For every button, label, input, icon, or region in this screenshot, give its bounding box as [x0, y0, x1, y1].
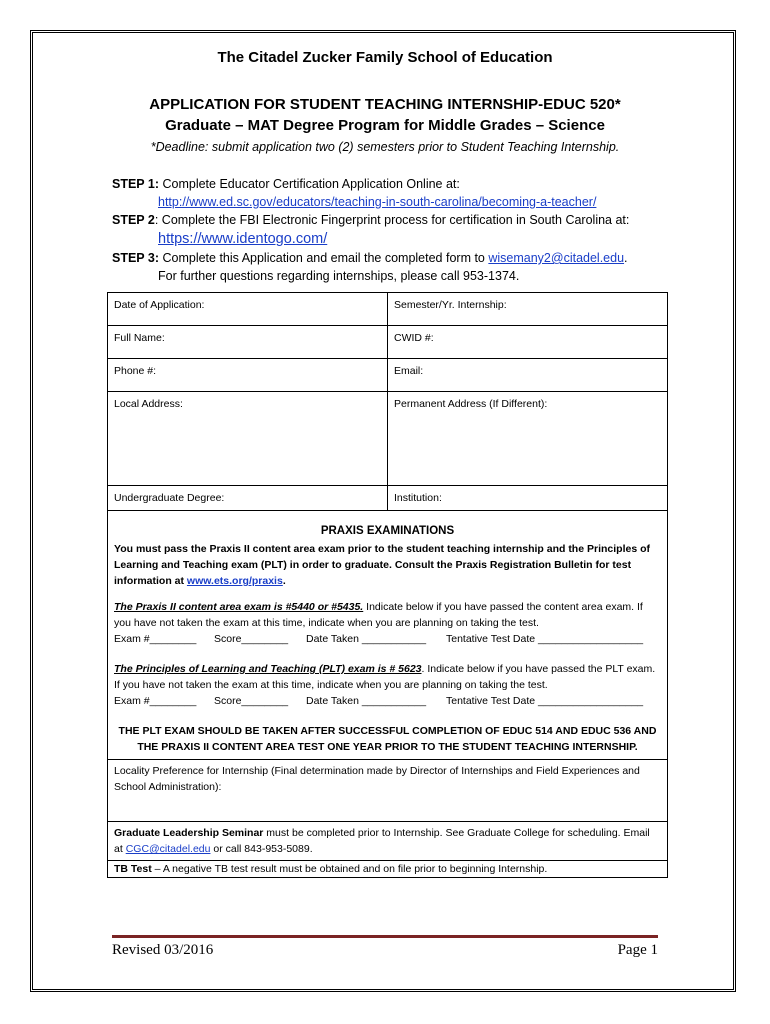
application-form-table: [107, 292, 668, 878]
tb-test-row: [108, 861, 668, 878]
locality-preference-label: Locality Preference for Internship (Final determination made by Director of Internships and Field Experiences and School Administration):: [114, 765, 640, 793]
footer-rule: [112, 935, 658, 938]
step-2-link[interactable]: https://www.identogo.com/: [158, 231, 328, 247]
content-exam-title: The Praxis II content area exam is #5440 or #5435.: [114, 601, 364, 613]
praxis-link[interactable]: www.ets.org/praxis: [186, 575, 283, 587]
institution-label: Institution:: [394, 492, 442, 504]
local-address-label: Local Address:: [114, 398, 183, 410]
step-3-text: Complete this Application and email the completed form to: [159, 251, 489, 265]
tb-test-text: – A negative TB test result must be obtained and on file prior to beginning Internship.: [151, 863, 548, 875]
plt-score-field[interactable]: Score________: [214, 695, 289, 707]
praxis-intro-period: .: [282, 575, 286, 587]
plt-exam-block: [114, 661, 661, 693]
graduate-seminar-row: [108, 822, 668, 861]
step-2-label: STEP 2: [112, 213, 155, 227]
cwid-field[interactable]: [388, 326, 668, 359]
cwid-label: CWID #:: [394, 332, 434, 344]
cgc-email-link[interactable]: CGC@citadel.edu: [125, 843, 211, 855]
graduate-seminar-label: Graduate Leadership Seminar: [114, 827, 264, 839]
date-of-application-label: Date of Application:: [114, 299, 205, 311]
content-exam-text: Indicate below if you have passed the content area exam. If you have not taken the exam at this time, indicate when you are planning on taking the test.: [114, 601, 643, 629]
step-3-line2: For further questions regarding internships, please call 953-1374.: [158, 269, 520, 283]
step-1: [112, 175, 629, 193]
step-3-period: .: [624, 251, 628, 265]
step-1-label: STEP 1:: [112, 177, 160, 191]
content-tentative-date-field[interactable]: Tentative Test Date __________________: [446, 633, 644, 645]
plt-warning: THE PLT EXAM SHOULD BE TAKEN AFTER SUCCESSFUL COMPLETION OF EDUC 514 AND EDUC 536 AND THE PRAXIS II CONTENT AREA TEST ONE YEAR PRIOR TO THE STUDENT TEACHING INTERNSHIP.: [118, 725, 657, 753]
email-label: Email:: [394, 365, 424, 377]
revised-date: Revised 03/2016: [112, 942, 214, 958]
permanent-address-label: Permanent Address (If Different):: [394, 398, 548, 410]
permanent-address-field[interactable]: [388, 392, 668, 486]
deadline-note: *Deadline: submit application two (2) semesters prior to Student Teaching Internship.: [150, 140, 620, 154]
school-name: The Citadel Zucker Family School of Education: [217, 49, 553, 66]
phone-label: Phone #:: [114, 365, 157, 377]
semester-internship-label: Semester/Yr. Internship:: [394, 299, 507, 311]
content-exam-block: [114, 599, 661, 631]
graduate-seminar-phone: or call 843-953-5089.: [210, 843, 313, 855]
step-2: [112, 211, 629, 229]
step-3-label: STEP 3:: [112, 251, 160, 265]
step-3: [112, 249, 629, 267]
email-field[interactable]: [388, 359, 668, 392]
plt-exam-number-field[interactable]: Exam #________: [114, 695, 197, 707]
step-1-text: Complete Educator Certification Application Online at:: [159, 177, 460, 191]
phone-field[interactable]: [108, 359, 388, 392]
praxis-intro: [114, 541, 661, 589]
undergraduate-degree-field[interactable]: [108, 486, 388, 511]
plt-exam-title: The Principles of Learning and Teaching (PLT) exam is # 5623: [114, 663, 422, 675]
date-of-application-field[interactable]: [108, 293, 388, 326]
plt-date-taken-field[interactable]: Date Taken ___________: [306, 695, 427, 707]
semester-internship-field[interactable]: [388, 293, 668, 326]
steps-section: [112, 175, 629, 285]
plt-tentative-date-field[interactable]: Tentative Test Date __________________: [446, 695, 644, 707]
praxis-heading: PRAXIS EXAMINATIONS: [320, 525, 455, 537]
application-title: APPLICATION FOR STUDENT TEACHING INTERNSHIP-EDUC 520*: [149, 96, 621, 113]
step-3-email-link[interactable]: wisemany2@citadel.edu: [488, 251, 625, 265]
content-exam-fields: [114, 631, 661, 647]
institution-field[interactable]: [388, 486, 668, 511]
locality-preference-field[interactable]: [108, 760, 668, 822]
page-number: Page 1: [617, 942, 658, 958]
step-2-text: : Complete the FBI Electronic Fingerprint process for certification in South Carolina at:: [154, 213, 630, 227]
local-address-field[interactable]: [108, 392, 388, 486]
plt-exam-fields: [114, 693, 661, 709]
content-exam-number-field[interactable]: Exam #________: [114, 633, 197, 645]
full-name-field[interactable]: [108, 326, 388, 359]
tb-test-label: TB Test: [114, 863, 152, 875]
program-subtitle: Graduate – MAT Degree Program for Middle Grades – Science: [165, 117, 605, 134]
plt-exam-text: . Indicate below if you have passed the PLT exam. If you have not taken the exam at this time, indicate when you are planning on taking the test.: [114, 663, 656, 691]
praxis-section: [108, 511, 668, 760]
content-date-taken-field[interactable]: Date Taken ___________: [306, 633, 427, 645]
undergraduate-degree-label: Undergraduate Degree:: [114, 492, 225, 504]
praxis-intro-text: You must pass the Praxis II content area exam prior to the student teaching internship and the Principles of Learning and Teaching exam (PLT) in order to graduate. Consult the Praxis Registration Bulletin for test information at: [114, 543, 650, 587]
content-score-field[interactable]: Score________: [214, 633, 289, 645]
step-1-link[interactable]: http://www.ed.sc.gov/educators/teaching-in-south-carolina/becoming-a-teacher/: [158, 195, 597, 209]
graduate-seminar-text: must be completed prior to Internship. See Graduate College for scheduling. Email at: [114, 827, 650, 855]
full-name-label: Full Name:: [114, 332, 165, 344]
